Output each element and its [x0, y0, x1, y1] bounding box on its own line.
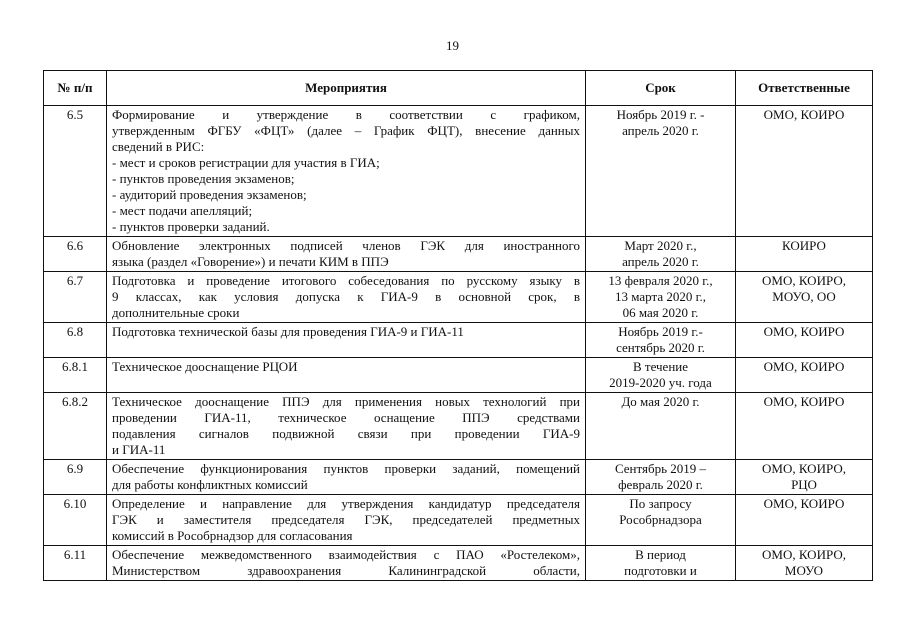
term-line: Ноябрь 2019 г.-: [618, 324, 703, 339]
responsible-line: ОМО, КОИРО: [763, 496, 845, 511]
event-line: для работы конфликтных комиссий: [112, 477, 308, 492]
row-term: [586, 358, 736, 393]
event-line: Техническое дооснащение ППЭ для применения новых технологий при: [112, 394, 580, 409]
event-line: Техническое дооснащение РЦОИ: [112, 359, 298, 374]
row-responsible: [736, 393, 873, 460]
row-responsible: [736, 358, 873, 393]
row-num: 6.8: [44, 323, 107, 358]
table-row: [44, 106, 873, 237]
term-line: Ноябрь 2019 г. -: [616, 107, 705, 122]
header-event: Мероприятия: [107, 71, 586, 106]
row-num: 6.8.2: [44, 393, 107, 460]
term-line: 13 марта 2020 г.,: [615, 289, 706, 304]
row-responsible: [736, 546, 873, 581]
row-num: 6.5: [44, 106, 107, 237]
term-line: По запросу: [629, 496, 692, 511]
event-line: - пунктов проверки заданий.: [112, 219, 270, 234]
row-event: [107, 106, 586, 237]
row-num: 6.7: [44, 272, 107, 323]
row-responsible: [736, 323, 873, 358]
event-line: - мест и сроков регистрации для участия в ГИА;: [112, 155, 380, 170]
term-line: В период: [635, 547, 686, 562]
event-line: Обеспечение функционирования пунктов проверки заданий, помещений: [112, 461, 580, 476]
responsible-line: ОМО, КОИРО: [763, 107, 845, 122]
responsible-line: ОМО, КОИРО,: [762, 547, 846, 562]
row-num: 6.6: [44, 237, 107, 272]
row-term: [586, 393, 736, 460]
term-line: В течение: [632, 359, 689, 374]
row-event: [107, 237, 586, 272]
responsible-line: МОУО: [784, 563, 824, 578]
table-row: [44, 358, 873, 393]
row-term: [586, 106, 736, 237]
events-table: [43, 70, 873, 581]
row-term: [586, 495, 736, 546]
term-line: февраль 2020 г.: [618, 477, 703, 492]
row-responsible: [736, 495, 873, 546]
responsible-line: МОУО, ОО: [772, 289, 836, 304]
row-num: 6.8.1: [44, 358, 107, 393]
table-row: [44, 546, 873, 581]
row-responsible: [736, 237, 873, 272]
table-row: [44, 237, 873, 272]
event-line: комиссий в Рособрнадзор для согласования: [112, 528, 353, 543]
event-line: языка (раздел «Говорение») и печати КИМ в ППЭ: [112, 254, 389, 269]
table-row: [44, 495, 873, 546]
table-row: [44, 460, 873, 495]
event-line: Обеспечение межведомственного взаимодействия с ПАО «Ростелеком»,: [112, 547, 580, 562]
event-line: подавления сигналов подвижной связи при проведении ГИА-9: [112, 426, 580, 441]
term-line: Рособрнадзора: [619, 512, 702, 527]
term-line: подготовки и: [624, 563, 697, 578]
event-line: сведений в РИС:: [112, 139, 205, 154]
header-term: Срок: [586, 71, 736, 106]
page-number: 19: [446, 38, 459, 53]
event-line: утвержденным ФГБУ «ФЦТ» (далее – График ФЦТ), внесение данных: [112, 123, 580, 138]
row-event: [107, 323, 586, 358]
event-line: - пунктов проведения экзаменов;: [112, 171, 295, 186]
term-line: 2019-2020 уч. года: [609, 375, 712, 390]
event-line: Подготовка технической базы для проведения ГИА-9 и ГИА-11: [112, 324, 464, 339]
row-term: [586, 237, 736, 272]
event-line: проведении ГИА-11, техническое оснащение ППЭ средствами: [112, 410, 580, 425]
row-num: 6.11: [44, 546, 107, 581]
responsible-line: ОМО, КОИРО: [763, 359, 845, 374]
header-responsible: Ответственные: [736, 71, 873, 106]
event-line: Подготовка и проведение итогового собеседования по русскому языку в: [112, 273, 580, 288]
term-line: апрель 2020 г.: [622, 123, 699, 138]
term-line: До мая 2020 г.: [621, 394, 700, 409]
term-line: 13 февраля 2020 г.,: [608, 273, 713, 288]
row-responsible: [736, 272, 873, 323]
event-line: Министерством здравоохранения Калининградской области,: [112, 563, 580, 578]
row-event: [107, 272, 586, 323]
row-event: [107, 460, 586, 495]
row-term: [586, 272, 736, 323]
row-responsible: [736, 460, 873, 495]
event-line: Определение и направление для утверждения кандидатур председателя: [112, 496, 580, 511]
event-line: Формирование и утверждение в соответствии с графиком,: [112, 107, 580, 122]
term-line: 06 мая 2020 г.: [622, 305, 699, 320]
term-line: апрель 2020 г.: [622, 254, 699, 269]
row-event: [107, 358, 586, 393]
table-row: [44, 272, 873, 323]
header-num: № п/п: [44, 71, 107, 106]
row-term: [586, 323, 736, 358]
table-row: [44, 323, 873, 358]
row-term: [586, 460, 736, 495]
event-line: и ГИА-11: [112, 442, 166, 457]
table-row: [44, 393, 873, 460]
responsible-line: РЦО: [791, 477, 817, 492]
table-header-row: [44, 71, 873, 106]
responsible-line: КОИРО: [782, 238, 826, 253]
event-line: - мест подачи апелляций;: [112, 203, 253, 218]
event-line: ГЭК и заместителя председателя ГЭК, председателей предметных: [112, 512, 580, 527]
row-num: 6.10: [44, 495, 107, 546]
event-line: Обновление электронных подписей членов ГЭК для иностранного: [112, 238, 580, 253]
row-event: [107, 393, 586, 460]
row-event: [107, 546, 586, 581]
responsible-line: ОМО, КОИРО: [763, 394, 845, 409]
term-line: Март 2020 г.,: [624, 238, 697, 253]
responsible-line: ОМО, КОИРО,: [762, 461, 846, 476]
row-term: [586, 546, 736, 581]
row-responsible: [736, 106, 873, 237]
responsible-line: ОМО, КОИРО: [763, 324, 845, 339]
responsible-line: ОМО, КОИРО,: [762, 273, 846, 288]
event-line: - аудиторий проведения экзаменов;: [112, 187, 307, 202]
term-line: Сентябрь 2019 –: [614, 461, 707, 476]
event-line: дополнительные сроки: [112, 305, 240, 320]
row-event: [107, 495, 586, 546]
event-line: 9 классах, как условия допуска к ГИА-9 в основной срок, в: [112, 289, 580, 304]
term-line: сентябрь 2020 г.: [616, 340, 705, 355]
row-num: 6.9: [44, 460, 107, 495]
